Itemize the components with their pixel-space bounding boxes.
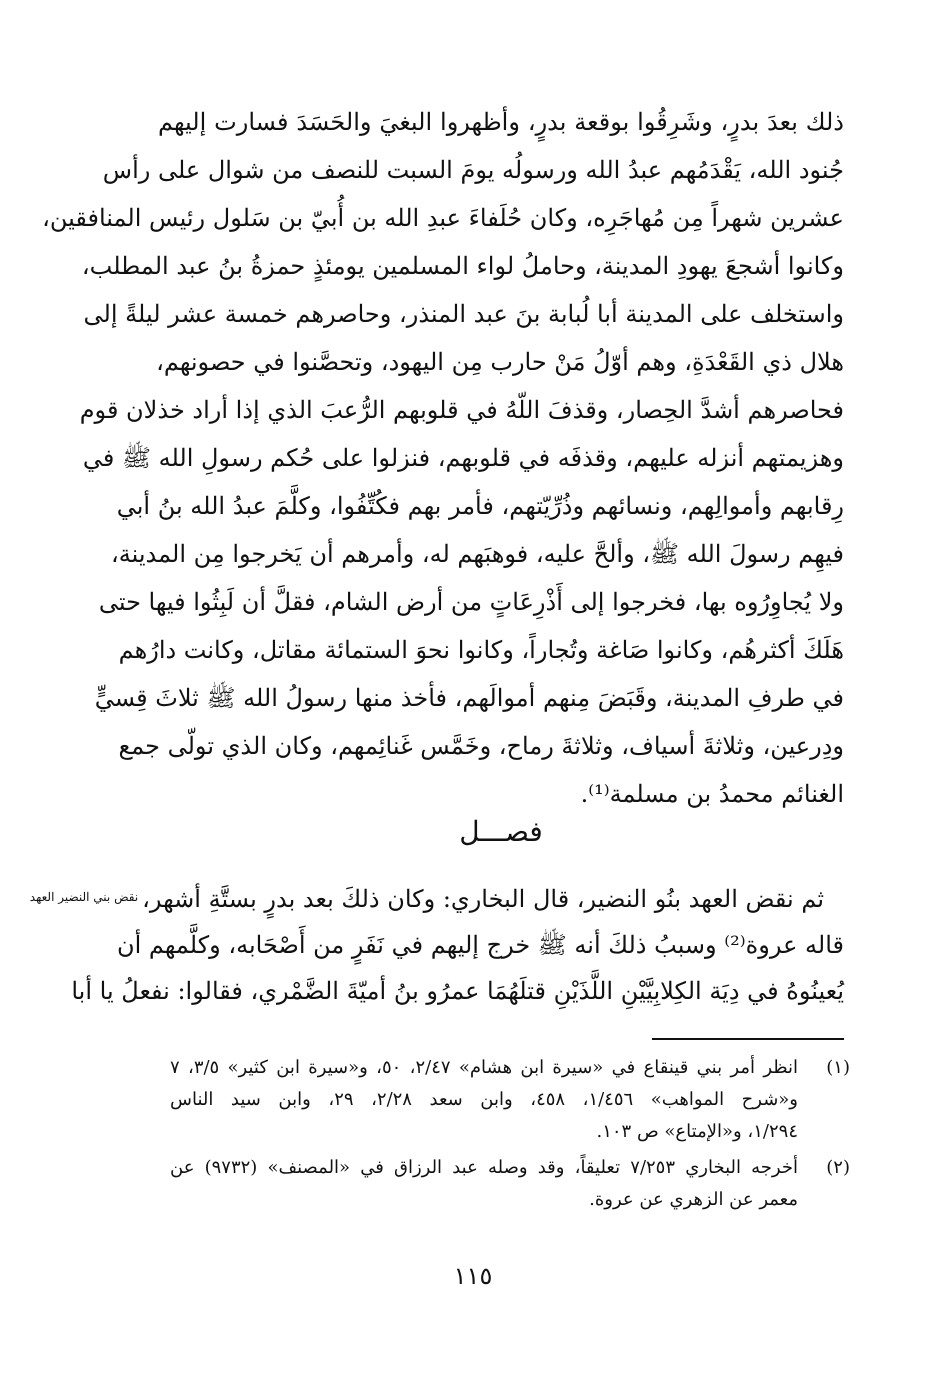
footnote-line: انظر أمر بني قينقاع في «سيرة ابن هشام» ٢/٤٧، ٥٠، و«سيرة ابن كثير» ٣/٥، ٧ [170, 1057, 799, 1078]
text-line: واستخلف على المدينة أبا لُبابة بنَ عبد المنذر، وحاصرهم خمسة عشر ليلةً إلى [83, 300, 844, 328]
text-line: وهزيمتهم أنزله عليهم، وقذفَه في قلوبهم، فنزلوا على حُكم رسولِ الله ﷺ في [82, 444, 844, 472]
text-line: في طرفِ المدينة، وقَبَضَ مِنهم أموالَهم، فأخذ منها رسولُ الله ﷺ ثلاثَ قِسيٍّ [94, 684, 844, 712]
section-heading: فصـــل [459, 815, 543, 848]
footnote-text [170, 1152, 798, 1216]
footnote-divider [652, 1038, 844, 1040]
text-line: جُنود الله، يَقْدَمُهم عبدُ الله ورسولُه يومَ السبت للنصف من شوال على رأس [102, 156, 844, 184]
footnote-line: ١/٢٩٤، و«الإمتاع» ص ١٠٣. [596, 1121, 798, 1142]
text-line: وكانوا أشجعَ يهودِ المدينة، وحاملُ لواء المسلمين يومئذٍ حمزةُ بنُ عبد المطلب، [81, 252, 844, 280]
text-line: قاله عروة⁽²⁾ وسببُ ذلكَ أنه ﷺ خرج إليهم في نَفَرٍ من أَصْحَابه، وكلَّمهم أن [116, 931, 844, 959]
main-text [42, 98, 844, 818]
page-number: ١١٥ [453, 1262, 493, 1290]
text-line: فحاصرهم أشدَّ الحِصار، وقذفَ اللّهُ في قلوبهم الرُّعبَ الذي إذا أراد خذلان قوم [79, 396, 844, 424]
text-line: هلال ذي القَعْدَةِ، وهم أوّلُ مَنْ حارب مِن اليهود، وتحصَّنوا في حصونهم، [156, 348, 844, 376]
footnote-line: و«شرح المواهب» ١/٤٥٦، ٤٥٨، وابن سعد ٢/٢٨، ٢٩، وابن سيد الناس [170, 1089, 798, 1110]
footnote-line: معمر عن الزهري عن عروة. [589, 1189, 798, 1210]
text-line: يُعينُوهُ في دِيَة الكِلابِيَّيْنِ اللَّذَيْنِ قتلَهُمَا عمرُو بنُ أميّةَ الضَّمْري، فقالوا: نفعلُ يا أبا [71, 977, 844, 1005]
footnote-text [170, 1052, 798, 1148]
footnote-number: (١) [826, 1057, 850, 1078]
text-line: فيهِم رسولَ الله ﷺ، وألحَّ عليه، فوهبَهم له، وأمرهم أن يَخرجوا مِن المدينة، [111, 540, 844, 568]
margin-note: نقض بني النضير العهد [29, 890, 139, 904]
text-line: ولا يُجاوِرُوه بها، فخرجوا إلى أَذْرِعَاتٍ من أرض الشام، فقلَّ أن لَبِثُوا فيها حتى [98, 588, 844, 616]
footnote-line: أخرجه البخاري ٧/٢٥٣ تعليقاً، وقد وصله عبد الرزاق في «المصنف» (٩٧٣٢) عن [170, 1157, 798, 1178]
text-line: رِقابهم وأموالِهم، ونسائهم وذُرِّيّتهم، فأمر بهم فكُتِّفُوا، وكلَّمَ عبدُ الله بنُ أبي [116, 492, 844, 520]
footnote [170, 1152, 850, 1216]
text-line: ثم نقض العهد بنُو النضير، قال البخاري: وكان ذلكَ بعد بدرٍ بستَّةِ أشهر، [142, 885, 824, 913]
text-line: عشرين شهراً مِن مُهاجَرِه، وكان حُلَفاءَ عبدِ الله بن أُبيّ بن سَلول رئيس المنافقين، [42, 204, 844, 232]
text-line: الغنائم محمدُ بن مسلمة⁽¹⁾. [580, 780, 844, 808]
text-line: ودِرعين، وثلاثةَ أسياف، وثلاثةَ رماح، وخَمَّس غَنائِمهم، وكان الذي تولّى جمع [118, 732, 844, 760]
footnote [170, 1052, 850, 1148]
text-line: هَلَكَ أكثرهُم، وكانوا صَاغة وتُجاراً، وكانوا نحوَ الستمائة مقاتل، وكانت دارُهم [118, 636, 844, 664]
text-line: ذلك بعدَ بدرٍ، وشَرِقُوا بوقعة بدرٍ، وأظهروا البغيَ والحَسَدَ فسارت إليهم [158, 108, 844, 136]
footnotes [170, 1052, 850, 1220]
footnote-number: (٢) [826, 1157, 850, 1178]
